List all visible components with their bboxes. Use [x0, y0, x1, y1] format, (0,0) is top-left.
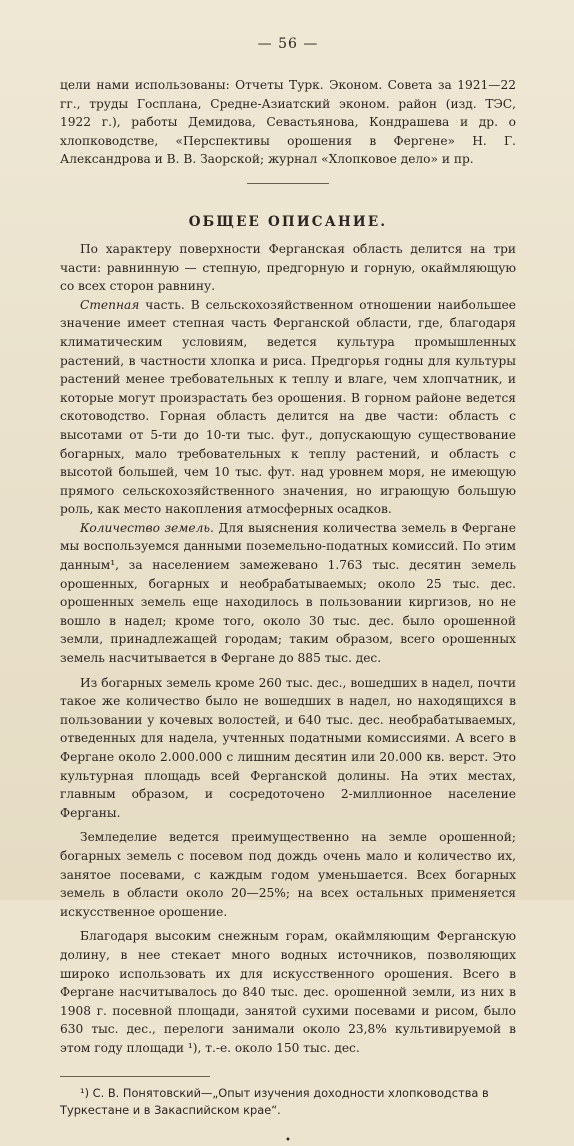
- page-number: — 56 —: [257, 36, 319, 52]
- footnote: ¹) С. В. Понятовский—„Опыт изучения доходности хлопководства в Туркестане и в Закаспийском крае“.: [60, 1085, 489, 1117]
- paragraph-steppe-text: часть. В сельскохозяйственном отношении наибольшее значение имеет степная часть Ферганской области, где, благодаря климатическим условиям, ведется культура промышленных растений, в частности хлопка и риса. Предгорья годны для культуры растений менее требовательных к теплу и влаге, чем хлопчатник, и которые могут произрастать без орошения. В горном районе ведется скотоводство. Горная область делится на две части: область с высотами от 5-ти до 10-ти тыс. фут., допускающую существование богарных, мало требовательных к теплу растений, и область с высотой большей, чем 10 тыс. фут. над уровнем моря, не имеющую прямого сельскохозяйственного значения, но играющую большую роль, как место накопления атмосферных осадков.: [60, 297, 516, 517]
- paragraph-land-amount-lead: Количество земель.: [80, 520, 214, 535]
- section-divider: [247, 183, 329, 184]
- paragraph-steppe-lead: Степная: [80, 297, 140, 312]
- paragraph-bogara: Из богарных земель кроме 260 тыс. дес., вошедших в надел, почти такое же количество было не вошедших в надел, но находящихся в пользовании у кочевых волостей, и 640 тыс. дес. необрабатываемых, отведенных для надела, учтенных податными комиссиями. А всего в Фергане около 2.000.000 с лишним десятин или 20.000 кв. верст. Это культурная площадь всей Ферганской долины. На этих местах, главным образом, и сосредоточено 2-миллионное население Ферганы.: [60, 675, 516, 820]
- paragraph-land-amount-text: Для выяснения количества земель в Фергане мы воспользуемся данными поземельно-податных комиссий. По этим данным¹, за населением замежевано 1.763 тыс. десятин земель орошенных, богарных и необрабатываемых; около 25 тыс. дес. орошенных земель еще находилось в пользовании киргизов, но не вошло в надел; кроме того, около 30 тыс. дес. было орошенной земли, принадлежащей городам; таким образом, всего орошенных земель насчитывается в Фергане до 885 тыс. дес.: [60, 520, 516, 666]
- paragraph-agriculture: Земледелие ведется преимущественно на земле орошенной; богарных земель с посевом под дождь очень мало и количество их, занятое посевами, с каждым годом уменьшается. Всех богарных земель в области около 20—25%; на всех остальных применяется искусственное орошение.: [60, 830, 516, 919]
- paragraph-land-amount: [60, 519, 516, 668]
- paragraph-irrigation: Благодаря высоким снежным горам, окаймляющим Ферганскую долину, в нее стекает много водных источников, позволяющих широко использовать их для искусственного орошения. Всего в Фергане насчитывалось до 840 тыс. дес. орошенной земли, из них в 1908 г. посевной площади, занятой сухими посевами и рисом, было 630 тыс. дес., перелоги занимали около 23,8% культивируемой в этом году площади ¹), т.-е. около 150 тыс. дес.: [60, 929, 516, 1055]
- page-ornament: •: [285, 1134, 291, 1146]
- section-title: ОБЩЕЕ ОПИСАНИЕ.: [188, 213, 388, 230]
- paragraph-relief: По характеру поверхности Ферганская область делится на три части: равнинную — степную, предгорную и горную, окаймляющую со всех сторон равнину.: [60, 241, 516, 294]
- footnote-divider: [60, 1076, 210, 1077]
- paragraph-steppe: [60, 296, 516, 519]
- intro-paragraph: цели нами использованы: Отчеты Турк. Эконом. Совета за 1921—22 гг., труды Госплана, Средне-Азиатский эконом. район (изд. ТЭС, 1922 г.), работы Демидова, Севастьянова, Кондрашева и др. о хлопководстве, «Перспективы орошения в Фергене» Н. Г. Александрова и В. В. Заорской; журнал «Хлопковое дело» и пр.: [60, 78, 516, 167]
